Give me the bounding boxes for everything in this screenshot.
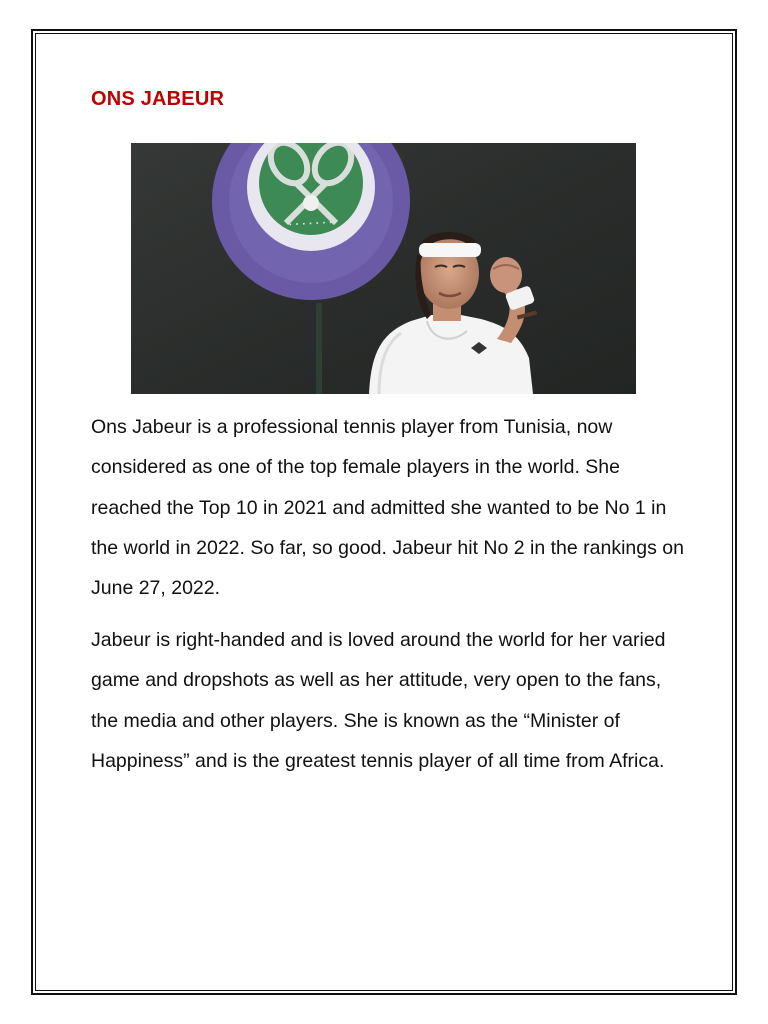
player-photo bbox=[131, 143, 636, 394]
paragraph-1: Ons Jabeur is a professional tennis player from Tunisia, now considered as one of the top female players in the world. She reached the Top 10 in 2021 and admitted she wanted to be No 1 in the world in 2022. So far, so good. Jabeur hit No 2 in the rankings on June 27, 2022. bbox=[91, 416, 684, 600]
svg-text:· · · · · · ·: · · · · · · · bbox=[288, 216, 334, 232]
document-title: ONS JABEUR bbox=[91, 88, 225, 110]
paragraph-2: Jabeur is right-handed and is loved around the world for her varied game and dropshots as well as her attitude, very open to the fans, the media and other players. She is known as the “Minister of Happiness” and is the greatest tennis player of all time from Africa. bbox=[91, 629, 666, 772]
